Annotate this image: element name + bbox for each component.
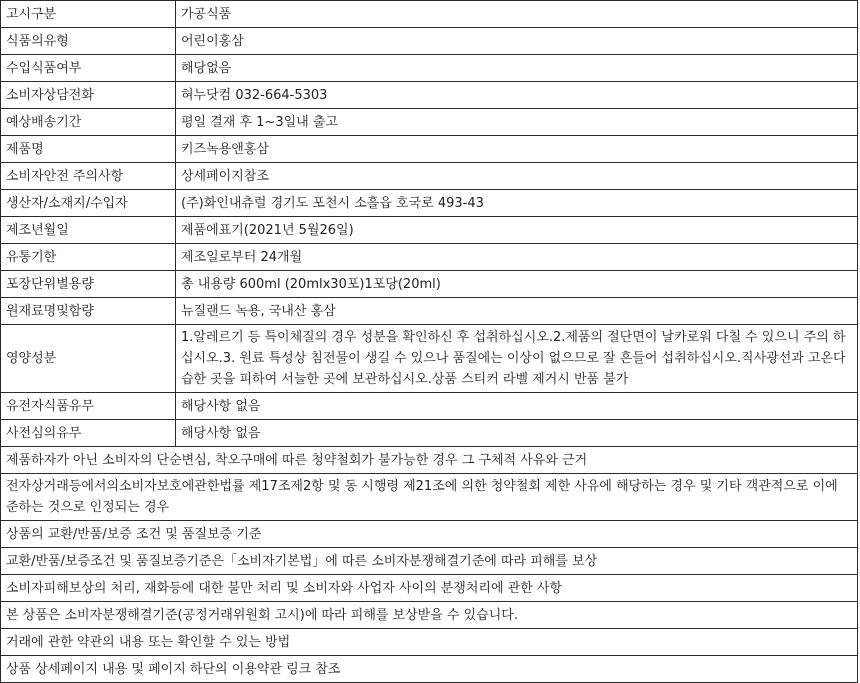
row-label: 포장단위별용량	[1, 271, 176, 298]
table-row	[1, 109, 858, 136]
full-row-text: 거래에 관한 약관의 내용 또는 확인할 수 있는 방법	[1, 629, 858, 656]
row-label: 제품명	[1, 136, 176, 163]
row-value: 키즈녹용앤홍삼	[176, 136, 858, 163]
row-label: 영양성분	[1, 325, 176, 393]
row-value: 어린이홍삼	[176, 28, 858, 55]
full-width-row	[1, 629, 858, 656]
row-value: 혀누닷컴 032-664-5303	[176, 82, 858, 109]
row-value: 해당없음	[176, 55, 858, 82]
row-value: 가공식품	[176, 1, 858, 28]
table-row	[1, 217, 858, 244]
row-value: 해당사항 없음	[176, 420, 858, 447]
full-row-text: 전자상거래등에서의소비자보호에관한법률 제17조제2항 및 동 시행령 제21조에 의한 청약철회 제한 사유에 해당하는 경우 및 기타 객관적으로 이에 준하는 것으로 인정되는 경우	[1, 474, 858, 521]
full-width-row	[1, 548, 858, 575]
row-label: 원재료명및함량	[1, 298, 176, 325]
row-label: 고시구분	[1, 1, 176, 28]
full-row-text: 교환/반품/보증조건 및 품질보증기준은「소비자기본법」에 따른 소비자분쟁해결기준에 따라 피해를 보상	[1, 548, 858, 575]
table-row	[1, 136, 858, 163]
row-label: 소비자상담전화	[1, 82, 176, 109]
row-value: 상세페이지참조	[176, 163, 858, 190]
table-row	[1, 298, 858, 325]
row-label: 유통기한	[1, 244, 176, 271]
full-row-text: 본 상품은 소비자분쟁해결기준(공정거래위원회 고시)에 따라 피해를 보상받을 수 있습니다.	[1, 602, 858, 629]
table-row	[1, 271, 858, 298]
full-row-text: 소비자피해보상의 처리, 재화등에 대한 불만 처리 및 소비자와 사업자 사이의 분쟁처리에 관한 사항	[1, 575, 858, 602]
row-value: 제조일로부터 24개월	[176, 244, 858, 271]
table-row	[1, 325, 858, 393]
full-width-row	[1, 575, 858, 602]
row-value: 1.알레르기 등 특이체질의 경우 성분을 확인하신 후 섭취하십시오.2.제품의 절단면이 날카로워 다칠 수 있으니 주의 하십시오.3. 원료 특성상 침전물이 생길 수 있으나 품질에는 이상이 없으므로 잘 흔들어 섭취하십시오.직사광선과 고온다습한 곳을 피하여 서늘한 곳에 보관하십시오.상품 스티커 라벨 제거시 반품 불가	[176, 325, 858, 393]
row-value: 평일 결재 후 1~3일내 출고	[176, 109, 858, 136]
full-row-text: 제품하자가 아닌 소비자의 단순변심, 착오구매에 따른 청약철회가 불가능한 경우 그 구체적 사유와 근거	[1, 447, 858, 474]
row-label: 사전심의유무	[1, 420, 176, 447]
row-value: 제품에표기(2021년 5월26일)	[176, 217, 858, 244]
table-row	[1, 82, 858, 109]
table-row	[1, 393, 858, 420]
full-width-row	[1, 474, 858, 521]
row-value: 뉴질랜드 녹용, 국내산 홍삼	[176, 298, 858, 325]
full-width-row	[1, 521, 858, 548]
row-value: 총 내용량 600ml (20mlx30포)1포당(20ml)	[176, 271, 858, 298]
full-width-row	[1, 602, 858, 629]
table-row	[1, 163, 858, 190]
row-label: 소비자안전 주의사항	[1, 163, 176, 190]
row-label: 수입식품여부	[1, 55, 176, 82]
row-label: 제조년월일	[1, 217, 176, 244]
table-row	[1, 420, 858, 447]
table-row	[1, 55, 858, 82]
table-row	[1, 1, 858, 28]
table-row	[1, 244, 858, 271]
table-row	[1, 28, 858, 55]
full-width-row	[1, 447, 858, 474]
row-value: 해당사항 없음	[176, 393, 858, 420]
table-row	[1, 190, 858, 217]
row-label: 유전자식품유무	[1, 393, 176, 420]
row-label: 식품의유형	[1, 28, 176, 55]
row-value: (주)화인내츄럴 경기도 포천시 소흘읍 호국로 493-43	[176, 190, 858, 217]
row-label: 생산자/소재지/수입자	[1, 190, 176, 217]
full-width-row	[1, 656, 858, 683]
full-row-text: 상품의 교환/반품/보증 조건 및 품질보증 기준	[1, 521, 858, 548]
full-row-text: 상품 상세페이지 내용 및 페이지 하단의 이용약관 링크 참조	[1, 656, 858, 683]
row-label: 예상배송기간	[1, 109, 176, 136]
